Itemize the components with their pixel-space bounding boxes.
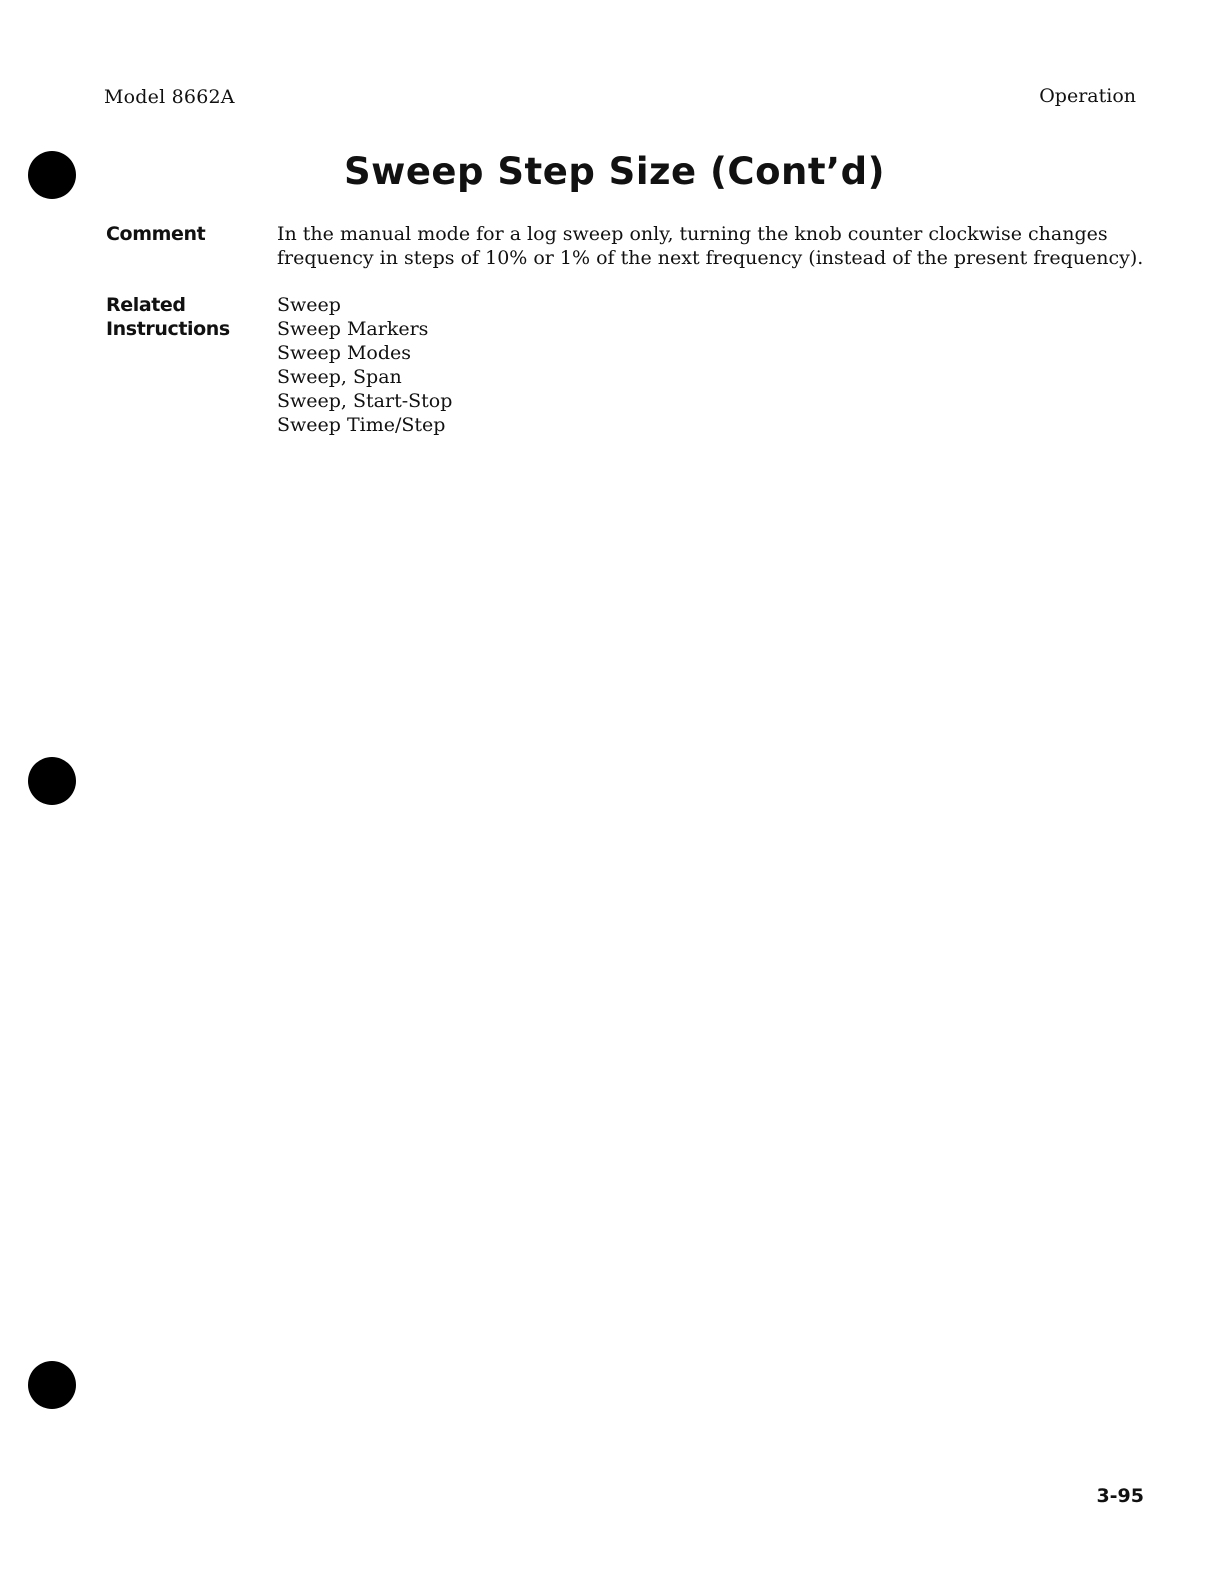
related-label-line2: Instructions [106,318,230,340]
binder-hole-bottom [28,1361,76,1409]
related-instructions-label [106,293,230,341]
comment-label: Comment [106,223,206,245]
page-title-text: Sweep Step Size (Cont’d) [344,150,885,193]
header-model: Model 8662A [104,86,235,108]
related-instructions-list [277,293,452,437]
related-item-sweep-time-step: Sweep Time/Step [277,414,446,436]
comment-text: In the manual mode for a log sweep only, turning the knob counter clockwise changes frequency in steps of 10% or 1% of the next frequency (instead of the present frequency). [277,223,1144,269]
related-item-sweep-modes: Sweep Modes [277,342,412,364]
binder-hole-middle [28,757,76,805]
related-item-sweep-start-stop: Sweep, Start-Stop [277,390,453,412]
related-item-sweep-span: Sweep, Span [277,366,402,388]
related-label-line1: Related [106,294,186,316]
header-section: Operation [1039,85,1136,107]
related-item-sweep-markers: Sweep Markers [277,318,429,340]
related-item-sweep: Sweep [277,294,341,316]
page-number: 3-95 [1096,1485,1144,1507]
page-title [0,150,1229,193]
